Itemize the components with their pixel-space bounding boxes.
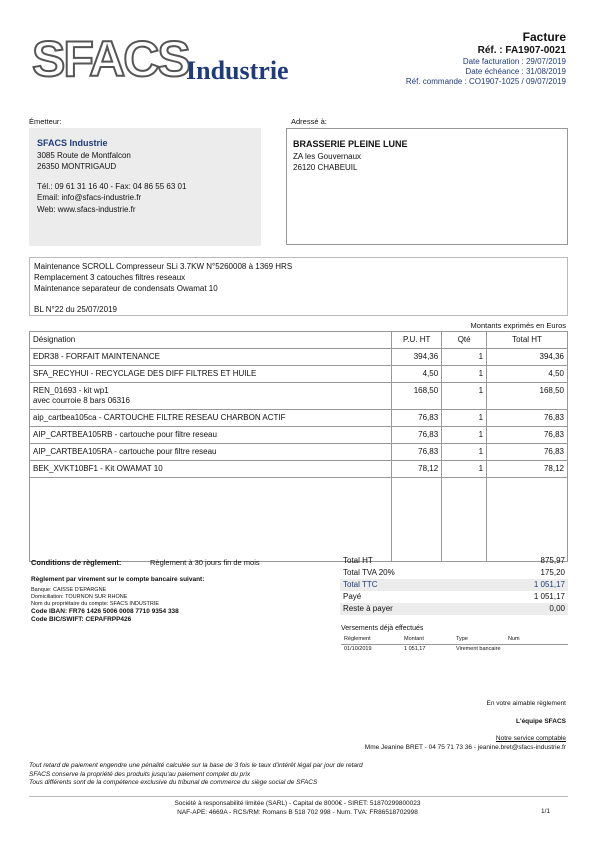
delivery-note: BL N°22 du 25/07/2019 [34, 305, 117, 314]
invoice-date: Date facturation : 29/07/2019 [462, 57, 566, 66]
table-row [30, 383, 568, 410]
row-total: 76,83 [487, 427, 568, 444]
emitter-label: Émetteur: [29, 117, 62, 126]
emitter-address1: 3085 Route de Montfalcon [37, 150, 131, 160]
total-ht-row [340, 555, 568, 567]
bic: Code BIC/SWIFT: CEPAFRPP426 [31, 616, 132, 623]
closing-salutation: En votre aimable règlement [486, 700, 566, 707]
payments-header-type: Type [453, 635, 505, 645]
table-row [30, 366, 568, 383]
header-quantity: Qté [442, 332, 487, 349]
contact-line: Mme Jeanine BRET - 04 75 71 73 36 - jeanine.bret@sfacs-industrie.fr [364, 744, 566, 751]
table-row [341, 645, 568, 655]
total-tva-row [340, 567, 568, 579]
footer-line: NAF-APE: 4669A - RCS/RM: Romans B 518 702 998 - Num. TVA: FR86518702998 [177, 809, 418, 816]
recipient-block [286, 128, 568, 245]
footer-line: Société à responsabilité limitée (SARL) - Capital de 8000€ - SIRET: 51870299800023 [174, 800, 421, 807]
emitter-name: SFACS Industrie [37, 138, 108, 148]
payment-terms-label: Conditions de règlement: [31, 558, 122, 567]
remaining-row [340, 603, 568, 615]
row-unit-price: 76,83 [392, 427, 442, 444]
emitter-email: Email: info@sfacs-industrie.fr [37, 193, 142, 202]
row-total: 76,83 [487, 444, 568, 461]
team-signature: L'équipe SFACS [516, 718, 566, 725]
invoice-ref: Réf. : FA1907-0021 [477, 45, 566, 56]
accounting-service: Notre service comptable [495, 735, 566, 742]
emitter-address2: 26350 MONTRIGAUD [37, 162, 117, 171]
row-quantity: 1 [442, 366, 487, 383]
page-number: 1/1 [540, 808, 550, 815]
legal-line: Tout retard de paiement engendre une pénalité calculée sur la base de 3 fois le taux d'intérêt légal par jour de retard [29, 762, 363, 769]
payment-amount: 1 051,17 [404, 646, 426, 652]
paid-label: Payé [343, 592, 362, 601]
row-unit-price: 4,50 [392, 366, 442, 383]
recipient-address2: 26120 CHABEUIL [293, 163, 358, 172]
payment-type: Virement bancaire [456, 646, 501, 652]
payment-terms-value: Règlement à 30 jours fin de mois [150, 558, 260, 567]
row-designation: AIP_CARTBEA105RA - cartouche pour filtre reseau [30, 444, 392, 461]
total-ttc-value: 1 051,17 [479, 579, 568, 591]
table-row [30, 349, 568, 366]
total-ttc-label: Total TTC [340, 579, 479, 591]
paid-row [340, 591, 568, 603]
payments-header-montant: Montant [401, 635, 453, 645]
table-row [30, 427, 568, 444]
total-ttc-row [340, 579, 568, 591]
row-unit-price: 168,50 [392, 383, 442, 410]
header-unit-price: P.U. HT [392, 332, 442, 349]
row-quantity: 1 [442, 410, 487, 427]
legal-notice [29, 762, 363, 788]
description-line: Maintenance separateur de condensats Owamat 10 [34, 284, 218, 293]
recipient-name: BRASSERIE PLEINE LUNE [293, 139, 408, 149]
emitter-block [29, 128, 261, 246]
row-unit-price: 78,12 [392, 461, 442, 478]
payments-header-num: Num [505, 635, 568, 645]
due-date: Date échéance : 31/08/2019 [465, 67, 566, 76]
paid-value: 1 051,17 [533, 592, 565, 601]
row-total: 4,50 [487, 366, 568, 383]
row-total: 168,50 [487, 383, 568, 410]
row-designation-cell [30, 383, 392, 410]
row-total: 78,12 [487, 461, 568, 478]
row-designation: EDR38 - FORFAIT MAINTENANCE [30, 349, 392, 366]
bank-name: Banque: CAISSE D'EPARGNE [31, 587, 107, 593]
table-row [30, 444, 568, 461]
row-total: 394,36 [487, 349, 568, 366]
iban: Code IBAN: FR76 1426 5006 0008 7710 9354 338 [31, 608, 179, 615]
payments-header-row [341, 635, 568, 645]
header-designation: Désignation [30, 332, 392, 349]
row-designation: AIP_CARTBEA105RB - cartouche pour filtre reseau [30, 427, 392, 444]
remaining-value: 0,00 [479, 603, 568, 615]
description-line: Remplacement 3 catouches filtres reseaux [34, 273, 186, 282]
header-total: Total HT [487, 332, 568, 349]
recipient-label: Adressé à: [291, 117, 327, 126]
row-quantity: 1 [442, 427, 487, 444]
row-unit-price: 394,36 [392, 349, 442, 366]
payment-num [505, 645, 568, 655]
footer [0, 799, 595, 817]
items-table [29, 331, 568, 562]
total-ht-value: 875,97 [540, 556, 565, 565]
row-total: 76,83 [487, 410, 568, 427]
description-line: Maintenance SCROLL Compresseur SLi 3.7KW N°5260008 à 1369 HRS [34, 262, 293, 271]
total-tva-label: Total TVA 20% [343, 568, 395, 577]
bank-transfer-label: Règlement par virement sur le compte bancaire suivant: [31, 576, 205, 583]
row-quantity: 1 [442, 444, 487, 461]
row-quantity: 1 [442, 383, 487, 410]
row-quantity: 1 [442, 349, 487, 366]
emitter-phone: Tél.: 09 61 31 16 40 - Fax: 04 86 55 63 01 [37, 181, 187, 191]
payments-header-reglement: Règlement [341, 635, 401, 645]
table-row [30, 461, 568, 478]
row-designation-detail: avec courroie 8 bars 06316 [33, 396, 130, 405]
logo-industrie-text: Industrie [186, 56, 289, 85]
row-designation: BEK_XVKT10BF1 - Kit OWAMAT 10 [30, 461, 392, 478]
row-quantity: 1 [442, 461, 487, 478]
invoice-description [29, 257, 568, 316]
currency-note: Montants exprimés en Euros [470, 321, 566, 330]
bank-domiciliation: Domiciliation: TOURNON SUR RHONE [31, 594, 128, 600]
row-designation: SFA_RECYHUI - RECYCLAGE DES DIFF FILTRES ET HUILE [30, 366, 392, 383]
table-row [30, 410, 568, 427]
bank-details [31, 587, 179, 624]
order-ref: Réf. commande : CO1907-1025 / 09/07/2019 [405, 77, 566, 86]
row-designation: aip_cartbea105ca - CARTOUCHE FILTRE RESEAU CHARBON ACTIF [30, 410, 392, 427]
row-unit-price: 76,83 [392, 410, 442, 427]
payments-label: Versements déjà effectués [341, 625, 424, 632]
table-filler-row [30, 478, 568, 562]
total-tva-value: 175,20 [540, 568, 565, 577]
emitter-web: Web: www.sfacs-industrie.fr [37, 204, 136, 214]
legal-line: Tous différents sont de la compétence exclusive du tribunal de commerce du siège social de SFACS [29, 779, 318, 786]
payment-date: 01/10/2019 [344, 646, 372, 652]
row-unit-price: 76,83 [392, 444, 442, 461]
recipient-address1: ZA les Gouvernaux [293, 151, 362, 161]
total-ht-label: Total HT [343, 556, 373, 565]
payments-table [341, 635, 568, 654]
remaining-label: Reste à payer [340, 603, 479, 615]
account-owner: Nom du propriétaire du compte: SFACS INDUSTRIE [31, 601, 160, 607]
invoice-title: Facture [522, 30, 566, 44]
invoice-header [406, 30, 566, 87]
logo-sfacs-text: SFACS [32, 31, 189, 87]
row-designation: REN_01693 - kit wp1 [33, 386, 109, 395]
footer-divider [29, 796, 568, 797]
totals-table [340, 555, 568, 615]
legal-line: SFACS conserve la propriété des produits jusqu'au paiement complet du prix [29, 770, 251, 778]
company-logo [32, 28, 317, 90]
table-header-row [30, 332, 568, 349]
